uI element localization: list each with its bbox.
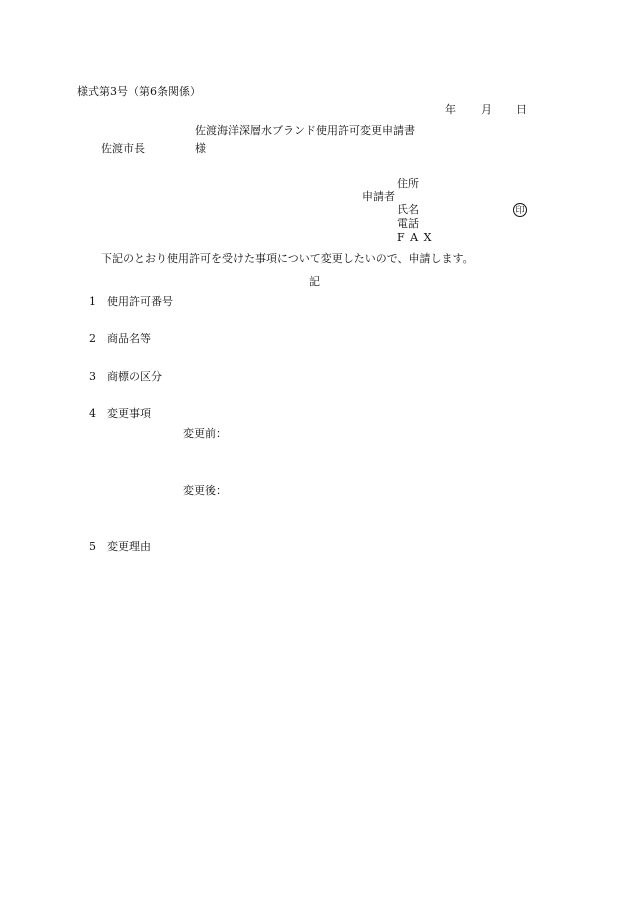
applicant-label: 申請者 [362,190,395,203]
item-4-number: 4 [89,407,96,420]
item-2-label: 商品名等 [107,332,151,345]
form-number: 様式第3号（第6条関係） [77,85,201,98]
item-1-label: 使用許可番号 [107,295,173,308]
item-1-number: 1 [89,295,96,308]
applicant-address-label: 住所 [397,177,419,190]
intro-text: 下記のとおり使用許可を受けた事項について変更したいので、申請します。 [101,252,474,265]
date-day-label: 日 [516,103,527,116]
item-5-label: 変更理由 [107,540,151,553]
seal-mark: 印 [513,203,527,217]
item-4-label: 変更事項 [107,407,151,420]
applicant-fax-label: F A X [397,231,433,244]
date-month-label: 月 [481,103,492,116]
change-after-label: 変更後： [183,484,227,497]
addressee-name: 佐渡市長 [101,142,145,155]
addressee-honorific: 様 [195,142,206,155]
item-5-number: 5 [89,540,96,553]
ki-heading: 記 [309,275,320,288]
change-before-label: 変更前： [183,427,227,440]
item-3-number: 3 [89,370,96,383]
applicant-phone-label: 電話 [397,217,419,230]
item-3-label: 商標の区分 [107,370,162,383]
applicant-name-label: 氏名 [397,203,419,216]
document-title: 佐渡海洋深層水ブランド使用許可変更申請書 [195,124,415,137]
item-2-number: 2 [89,332,96,345]
date-year-label: 年 [445,103,456,116]
